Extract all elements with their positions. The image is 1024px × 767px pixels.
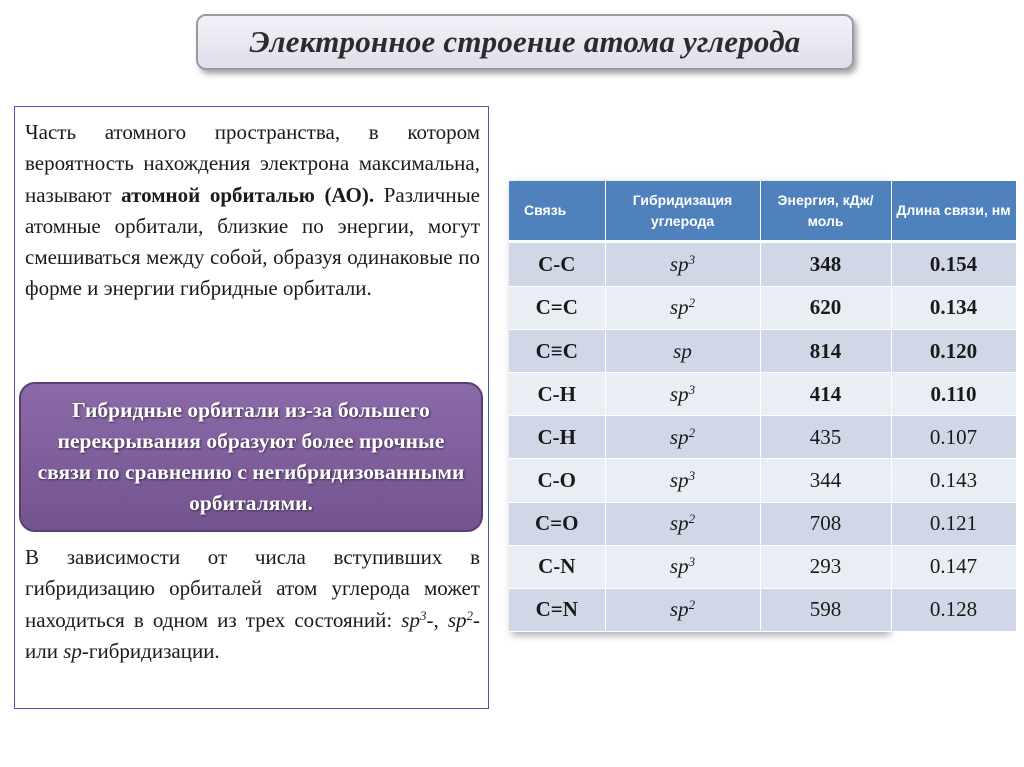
table-row <box>509 242 1016 287</box>
length-cell: 0.134 <box>891 286 1016 329</box>
title-banner <box>196 14 854 70</box>
table-row <box>509 545 1016 588</box>
table-row <box>509 588 1016 631</box>
table-row <box>509 459 1016 502</box>
bond-table <box>509 181 1011 632</box>
definition-paragraph <box>25 117 480 305</box>
definition-text-end: Различные атомные орбитали, близкие по энергии, могут смешиваться между собой, образуя одинаковые по форме и энергии гибридные орбитали. <box>25 182 481 301</box>
energy-cell: 344 <box>760 459 891 502</box>
length-cell: 0.154 <box>891 242 1016 287</box>
hybridization-text-start: В зависимости от числа вступивших в гибридизацию орбиталей атом углерода может находиться в одном из трех состояний: <box>25 545 480 632</box>
length-cell: 0.107 <box>891 416 1016 459</box>
energy-cell: 348 <box>760 242 891 287</box>
hybridization-cell: $sp^3$ <box>605 545 760 588</box>
definition-term: атомной орбиталью (АО). <box>121 182 375 207</box>
table-row <box>509 329 1016 372</box>
hybridization-cell: $sp^2$ <box>605 588 760 631</box>
energy-cell: 414 <box>760 373 891 416</box>
bond-cell: C=N <box>509 588 605 631</box>
energy-cell: 620 <box>760 286 891 329</box>
energy-cell: 598 <box>760 588 891 631</box>
bond-cell: C=O <box>509 502 605 545</box>
hybrid-orbitals-callout <box>19 382 483 532</box>
header-hybridization: Гибридизация углерода <box>605 181 760 242</box>
table-header-row <box>509 181 1016 242</box>
separator-1: -, <box>426 607 448 632</box>
page-title: Электронное строение атома углерода <box>249 24 801 59</box>
hybridization-cell: sp <box>605 329 760 372</box>
length-cell: 0.128 <box>891 588 1016 631</box>
hybridization-cell: $sp^2$ <box>605 502 760 545</box>
bond-cell: C-O <box>509 459 605 502</box>
hybridization-cell: $sp^2$ <box>605 416 760 459</box>
table-row <box>509 502 1016 545</box>
hybridization-cell: $sp^2$ <box>605 286 760 329</box>
hybridization-cell: $sp^3$ <box>605 242 760 287</box>
bond-cell: C-H <box>509 373 605 416</box>
energy-cell: 293 <box>760 545 891 588</box>
definition-text-start: Часть атомного пространства, в котором вероятность нахождения электрона максимальна, называют <box>25 120 480 207</box>
bond-cell: C≡C <box>509 329 605 372</box>
energy-cell: 708 <box>760 502 891 545</box>
callout-text: Гибридные орбитали из-за большего перекрывания образуют более прочные связи по сравнению с негибридизованными орбиталями. <box>37 398 465 515</box>
header-length: Длина связи, нм <box>891 181 1016 242</box>
bond-cell: C-H <box>509 416 605 459</box>
sp-label: sp <box>63 638 82 663</box>
sp3-label: $sp^3$ <box>401 607 427 632</box>
length-cell: 0.143 <box>891 459 1016 502</box>
separator-2: - или <box>25 607 480 663</box>
header-bond: Связь <box>509 181 605 242</box>
bond-cell: C=C <box>509 286 605 329</box>
hybridization-text-end: -гибридизации. <box>81 638 220 663</box>
definition-panel <box>14 106 489 709</box>
length-cell: 0.147 <box>891 545 1016 588</box>
hybridization-cell: $sp^3$ <box>605 373 760 416</box>
bond-cell: C-C <box>509 242 605 287</box>
length-cell: 0.121 <box>891 502 1016 545</box>
table-row <box>509 416 1016 459</box>
hybridization-paragraph <box>25 542 480 667</box>
length-cell: 0.120 <box>891 329 1016 372</box>
table-row <box>509 286 1016 329</box>
energy-cell: 435 <box>760 416 891 459</box>
energy-cell: 814 <box>760 329 891 372</box>
bond-cell: C-N <box>509 545 605 588</box>
sp2-label: $sp^2$ <box>447 607 473 632</box>
length-cell: 0.110 <box>891 373 1016 416</box>
header-energy: Энергия, кДж/моль <box>760 181 891 242</box>
table-row <box>509 373 1016 416</box>
hybridization-cell: $sp^3$ <box>605 459 760 502</box>
